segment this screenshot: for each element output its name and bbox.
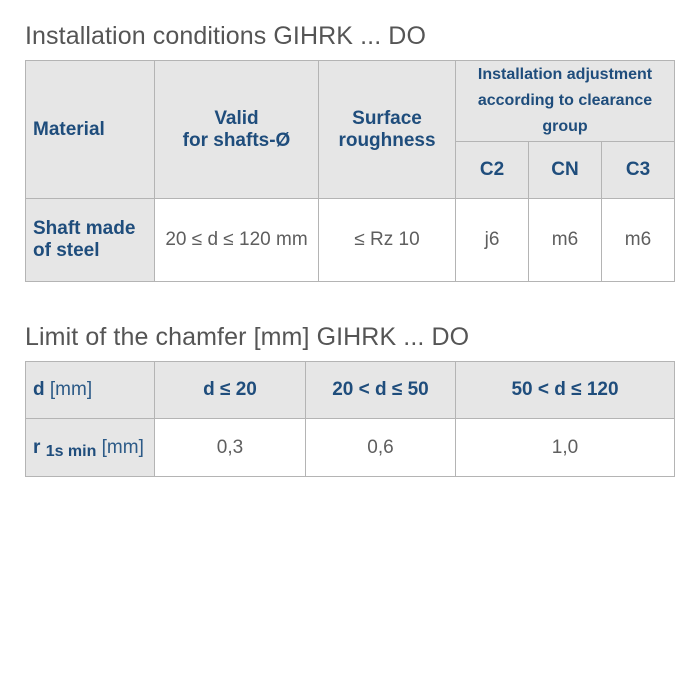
d-unit: [mm] [49,379,93,400]
header-adjust-line2: according to clearance group [477,92,653,135]
cell-c3: m6 [602,199,675,282]
row-label-line1: Shaft made [33,218,136,239]
header-cn: CN [529,142,602,199]
cell-surface-roughness: ≤ Rz 10 [319,199,456,282]
header-d-range-3: 50 < d ≤ 120 [456,362,675,419]
header-valid-line2: for shafts-Ø [182,129,291,151]
header-material: Material [26,61,155,199]
row-label-shaft-steel [26,199,155,282]
cell-cn: m6 [529,199,602,282]
row-label-line2: of steel [33,240,100,261]
chamfer-limit-title: Limit of the chamfer [mm] GIHRK ... DO [25,323,470,351]
r-unit: [mm] [101,436,144,458]
r-subscript: 1s min [45,442,97,460]
cell-r-value-2: 0,6 [306,419,456,477]
cell-r-value-3: 1,0 [456,419,675,477]
row-label-r [26,419,155,477]
d-label: d [33,379,45,400]
installation-conditions-title: Installation conditions GIHRK ... DO [25,22,426,50]
r-label: r [33,436,41,458]
header-surface-line2: roughness [338,129,436,151]
cell-r-value-1: 0,3 [155,419,306,477]
header-d-range-2: 20 < d ≤ 50 [306,362,456,419]
header-surface-roughness [319,61,456,199]
header-d-range-1: d ≤ 20 [155,362,306,419]
header-c3: C3 [602,142,675,199]
header-surface-line1: Surface [352,107,422,129]
installation-conditions-table [25,60,675,282]
header-c2: C2 [456,142,529,199]
chamfer-limit-table [25,361,675,477]
row-label-d [26,362,155,419]
header-adjust-line1: Installation adjustment [477,66,653,83]
cell-valid-range: 20 ≤ d ≤ 120 mm [155,199,319,282]
header-installation-adjustment [456,61,675,142]
header-valid-shafts [155,61,319,199]
header-valid-line1: Valid [214,107,259,129]
cell-c2: j6 [456,199,529,282]
